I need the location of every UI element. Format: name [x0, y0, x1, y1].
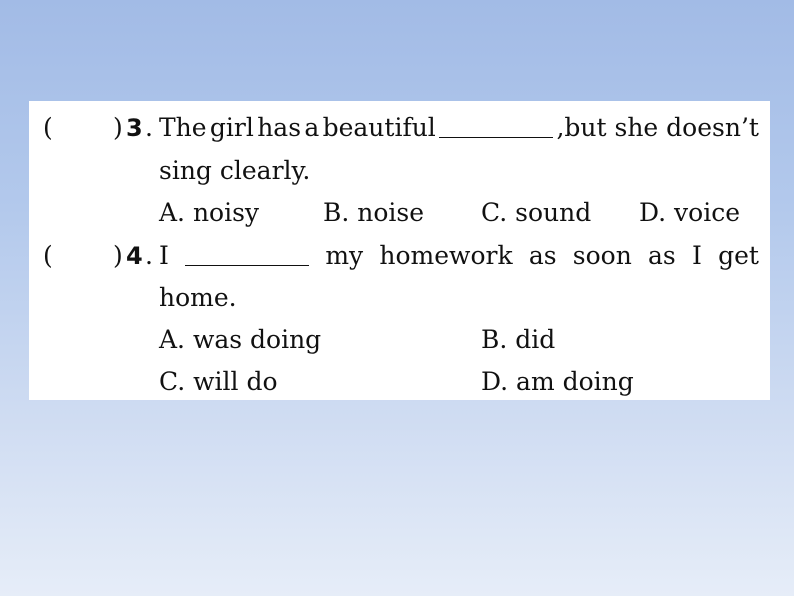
question-4-stem — [159, 241, 759, 271]
stem-word: I — [159, 241, 169, 270]
option-c: C. sound — [481, 198, 592, 227]
stem-word: my — [325, 241, 364, 270]
option-a: A. was doing — [159, 325, 322, 354]
answer-paren-open: ( — [43, 241, 53, 270]
stem-word: beautiful — [322, 113, 436, 142]
option-a: A. noisy — [159, 198, 260, 227]
stem-word: as — [648, 241, 676, 270]
option-b: B. noise — [323, 198, 425, 227]
stem-word: The — [159, 113, 207, 142]
option-c: C. will do — [159, 367, 278, 396]
stem-word: I — [691, 241, 702, 270]
question-4-line-2: home. — [159, 283, 237, 312]
stem-word: a — [304, 113, 320, 142]
stem-word: girl — [209, 113, 254, 142]
question-number: 4 — [126, 242, 143, 270]
stem-word: as — [528, 241, 557, 270]
answer-paren-close: ) — [113, 241, 123, 270]
question-number: 3 — [126, 114, 143, 142]
option-d: D. voice — [639, 198, 741, 227]
question-3-stem — [159, 113, 759, 143]
answer-blank — [185, 241, 309, 266]
answer-paren-close: ) — [113, 113, 123, 142]
question-number-dot: . — [145, 241, 153, 270]
stem-word: get — [718, 241, 759, 270]
stem-text: ,but she doesn’t — [556, 113, 759, 142]
stem-word: soon — [572, 241, 632, 270]
question-3-line-2: sing clearly. — [159, 156, 311, 185]
option-d: D. am doing — [481, 367, 634, 396]
stem-word: has — [257, 113, 302, 142]
stem-word: homework — [379, 241, 513, 270]
answer-blank — [439, 113, 553, 138]
answer-paren-open: ( — [43, 113, 53, 142]
exercise-card — [29, 101, 770, 400]
option-b: B. did — [481, 325, 556, 354]
question-number-dot: . — [145, 113, 153, 142]
